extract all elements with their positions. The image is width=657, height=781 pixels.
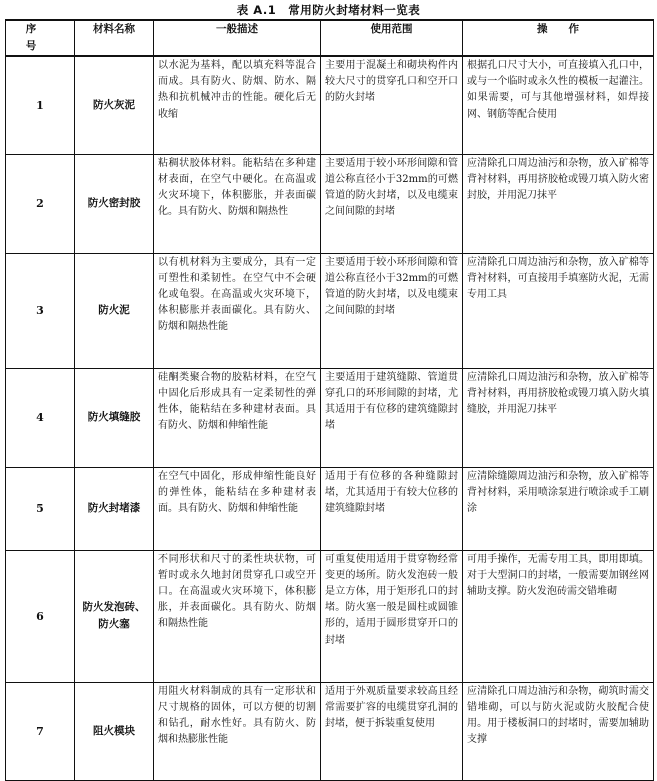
table-row <box>6 154 654 253</box>
table-row <box>6 550 654 682</box>
table-header-row <box>6 20 654 56</box>
material-operation: 可用手操作，无需专用工具，即用即填。对于大型洞口的封堵，一般需要加钢丝网辅助支撑。防火发泡砖需交错堆砌 <box>463 550 654 682</box>
material-name: 阻火模块 <box>75 682 154 780</box>
row-number: 3 <box>6 253 75 368</box>
material-description: 粘稠状胶体材料。能粘结在多种建材表面，在空气中硬化。在高温或火灾环境下，体积膨胀，并表面碳化。具有防火、防烟和隔热性 <box>154 154 321 253</box>
material-operation: 根据孔口尺寸大小，可直接填入孔口中，或与一个临时或永久性的模板一起灌注。如果需要，可与其他增强材料，如焊接网、钢筋等配合使用 <box>463 56 654 154</box>
row-number: 7 <box>6 682 75 780</box>
header-description: 一般描述 <box>154 20 321 56</box>
material-name: 防火泥 <box>75 253 154 368</box>
material-scope: 可重复使用适用于贯穿物经常变更的场所。防火发泡砖一般是立方体，用于矩形孔口的封堵。防火塞一般是圆柱或圆锥形的，适用于圆形贯穿开口的封堵 <box>321 550 463 682</box>
material-name: 防火灰泥 <box>75 56 154 154</box>
material-description: 以有机材料为主要成分，具有一定可塑性和柔韧性。在空气中不会硬化或龟裂。在高温或火灾环境下，体积膨胀并表面碳化。具有防火、防烟和隔热性能 <box>154 253 321 368</box>
header-scope: 使用范围 <box>321 20 463 56</box>
fire-sealing-materials-table <box>5 19 654 781</box>
material-name: 防火封堵漆 <box>75 467 154 550</box>
row-number: 1 <box>6 56 75 154</box>
material-operation: 应清除孔口周边油污和杂物，砌筑时需交错堆砌，可以与防火泥或防火胶配合使用。用于楼板洞口的封堵时，需要加辅助支撑 <box>463 682 654 780</box>
material-scope: 主要适用于较小环形间隙和管道公称直径小于32mm的可燃管道的防火封堵，以及电缆束之间间隙的封堵 <box>321 253 463 368</box>
material-description: 不同形状和尺寸的柔性块状物，可暂时或永久地封闭贯穿孔口或空开口。在高温或火灾环境下，体积膨胀，并表面碳化。具有防火、防烟和隔热性能 <box>154 550 321 682</box>
material-scope: 主要适用于建筑缝隙、管道贯穿孔口的环形间隙的封堵，尤其适用于有位移的建筑缝隙封堵 <box>321 368 463 467</box>
table-row <box>6 467 654 550</box>
row-number: 4 <box>6 368 75 467</box>
table-row <box>6 253 654 368</box>
material-description: 用阻火材料制成的具有一定形状和尺寸规格的固体，可以方便的切割和钻孔，耐水性好。具有防火、防烟和热膨胀性能 <box>154 682 321 780</box>
material-description: 硅酮类聚合物的胶粘材料，在空气中固化后形成具有一定柔韧性的弹性体，能粘结在多种建材表面。具有防火、防烟和伸缩性能 <box>154 368 321 467</box>
material-name: 防火发泡砖、防火塞 <box>75 550 154 682</box>
material-description: 在空气中固化，形成伸缩性能良好的弹性体，能粘结在多种建材表面。具有防火、防烟和伸缩性能 <box>154 467 321 550</box>
table-row <box>6 682 654 780</box>
material-scope: 适用于外观质量要求较高且经常需要扩容的电缆贯穿孔洞的封堵，便于拆装重复使用 <box>321 682 463 780</box>
material-scope: 主要用于混凝土和砌块构件内较大尺寸的贯穿孔口和空开口的防火封堵 <box>321 56 463 154</box>
row-number: 2 <box>6 154 75 253</box>
table-title: 表 A.1 常用防火封堵材料一览表 <box>236 3 421 17</box>
material-name: 防火填缝胶 <box>75 368 154 467</box>
material-description: 以水泥为基料，配以填充料等混合而成。具有防火、防烟、防水、隔热和抗机械冲击的性能。硬化后无收缩 <box>154 56 321 154</box>
table-row <box>6 368 654 467</box>
material-operation: 应清除缝隙周边油污和杂物，放入矿棉等背衬材料，采用喷涂泵进行喷涂或手工刷涂 <box>463 467 654 550</box>
table-row <box>6 56 654 154</box>
header-operation: 操 作 <box>463 20 654 56</box>
row-number: 6 <box>6 550 75 682</box>
material-scope: 主要适用于较小环形间隙和管道公称直径小于32mm的可燃管道的防火封堵，以及电缆束之间间隙的封堵 <box>321 154 463 253</box>
row-number: 5 <box>6 467 75 550</box>
material-operation: 应清除孔口周边油污和杂物，放入矿棉等背衬材料，可直接用手填塞防火泥，无需专用工具 <box>463 253 654 368</box>
material-operation: 应清除孔口周边油污和杂物，放入矿棉等背衬材料，再用挤胶枪或镘刀填入防火密封胶，并用泥刀抹平 <box>463 154 654 253</box>
header-seq: 序 号 <box>6 20 75 56</box>
material-operation: 应清除孔口周边油污和杂物，放入矿棉等背衬材料，再用挤胶枪或镘刀填入防火填缝胶，并用泥刀抹平 <box>463 368 654 467</box>
header-material-name: 材料名称 <box>75 20 154 56</box>
material-scope: 适用于有位移的各种缝隙封堵，尤其适用于有较大位移的建筑缝隙封堵 <box>321 467 463 550</box>
material-name: 防火密封胶 <box>75 154 154 253</box>
